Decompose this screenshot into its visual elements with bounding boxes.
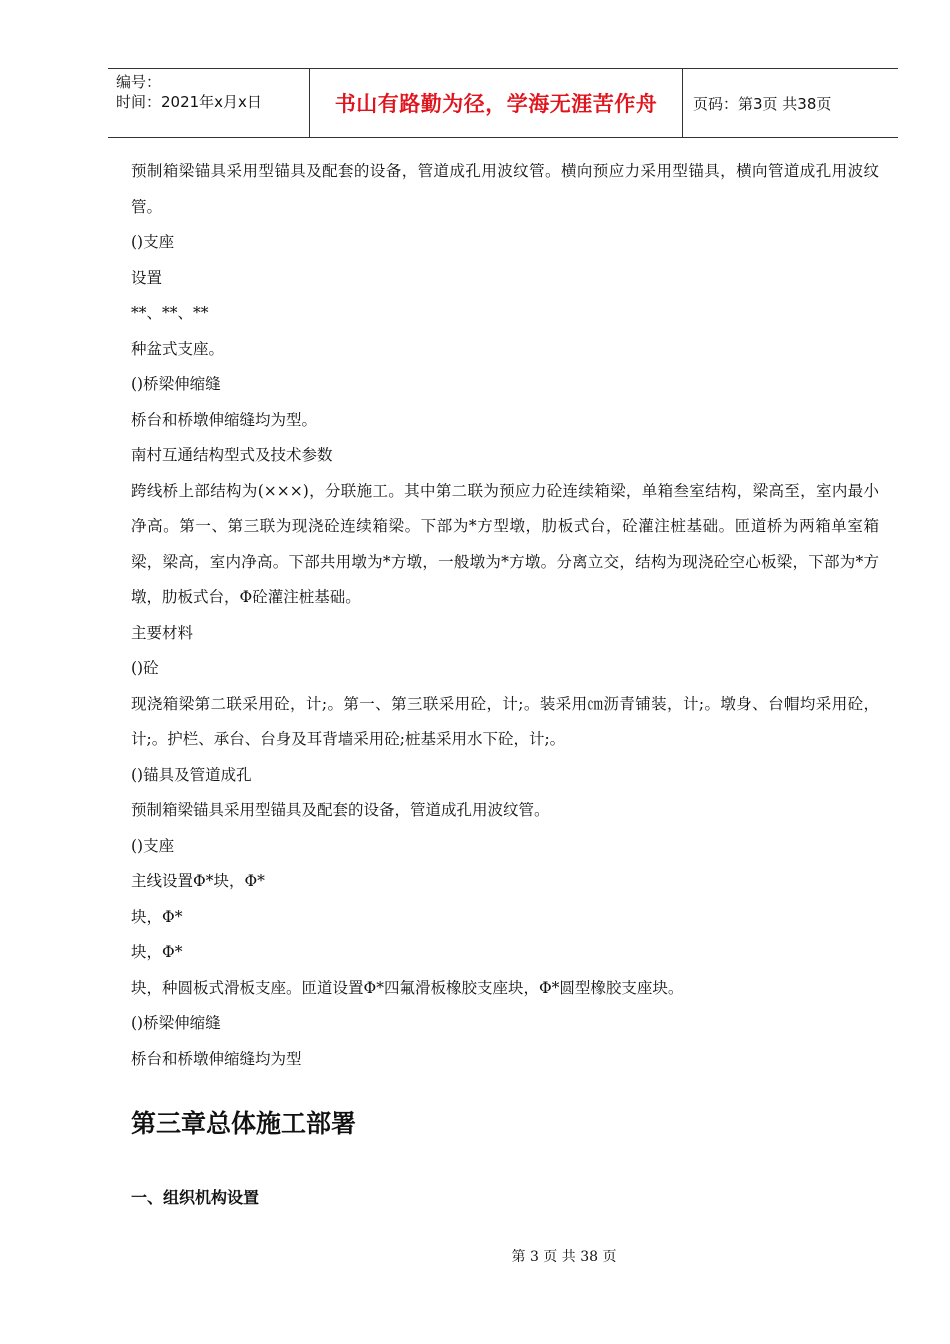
header-page-number: 页码：第3页 共38页	[693, 94, 832, 113]
header-page-cell	[683, 69, 898, 137]
paragraph: ()桥梁伸缩缝	[131, 375, 221, 393]
paragraph: 主线设置Φ*块，Φ*	[131, 872, 265, 890]
footer-page-number: 第 3 页 共 38 页	[511, 1249, 617, 1265]
paragraph: 块，种圆板式滑板支座。匝道设置Φ*四氟滑板橡胶支座块，Φ*圆型橡胶支座块。	[131, 978, 684, 997]
paragraph: 现浇箱梁第二联采用砼，计;。第一、第三联采用砼，计;。装采用㎝沥青铺装，计;。墩身、台帽均采用砼，计;。护栏、承台、台身及耳背墙采用砼;桩基采用水下砼，计;。	[131, 694, 879, 748]
header-number: 编号：	[116, 73, 162, 91]
section-title: 一、组织机构设置	[131, 1188, 260, 1207]
page-footer	[0, 1246, 950, 1266]
header-meta	[108, 69, 310, 137]
paragraph: ()砼	[131, 659, 159, 677]
paragraph: ()支座	[131, 233, 175, 251]
paragraph: ()桥梁伸缩缝	[131, 1014, 221, 1032]
header-motto: 书山有路勤为径，学海无涯苦作舟	[334, 91, 658, 116]
chapter-title: 第三章总体施工部署	[131, 1109, 357, 1138]
paragraph: 南村互通结构型式及技术参数	[131, 446, 333, 464]
body-text	[131, 154, 879, 1077]
paragraph: ()锚具及管道成孔	[131, 765, 252, 784]
paragraph: 种盆式支座。	[131, 339, 225, 358]
paragraph: **、**、**	[131, 304, 209, 322]
paragraph: 跨线桥上部结构为(×××)，分联施工。其中第二联为预应力砼连续箱梁，单箱叁室结构，梁高至，室内最小净高。第一、第三联为现浇砼连续箱梁。下部为*方型墩，肋板式台，砼灌注桩基础。匝道桥为两箱单室箱梁，梁高，室内净高。下部共用墩为*方墩，一般墩为*方墩。分离立交，结构为现浇砼空心板梁，下部为*方墩，肋板式台，Φ砼灌注桩基础。	[131, 481, 879, 606]
paragraph: 预制箱梁锚具采用型锚具及配套的设备，管道成孔用波纹管。横向预应力采用型锚具，横向管道成孔用波纹管。	[131, 162, 879, 216]
paragraph: 块，Φ*	[131, 907, 183, 926]
paragraph: 桥台和桥墩伸缩缝均为型。	[131, 410, 318, 429]
paragraph: 设置	[131, 268, 163, 287]
header-motto-cell	[310, 69, 683, 137]
page-header	[108, 68, 898, 138]
paragraph: 桥台和桥墩伸缩缝均为型	[131, 1049, 302, 1068]
paragraph: 块，Φ*	[131, 943, 183, 961]
paragraph: ()支座	[131, 836, 175, 855]
header-time: 时间：2021年x月x日	[116, 93, 262, 111]
paragraph: 预制箱梁锚具采用型锚具及配套的设备，管道成孔用波纹管。	[131, 801, 550, 819]
paragraph: 主要材料	[131, 623, 194, 642]
